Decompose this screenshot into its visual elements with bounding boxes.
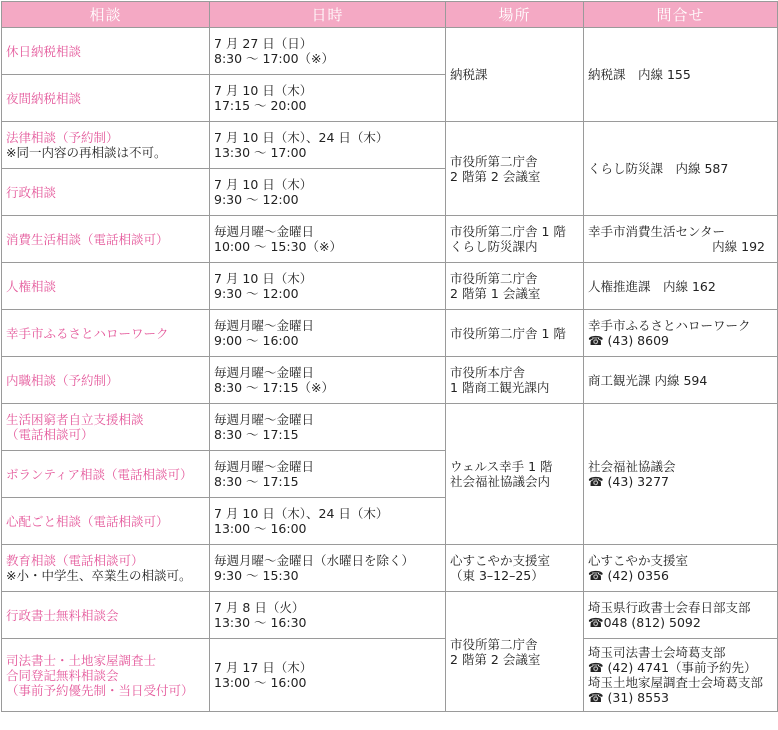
time: 8:30 ～ 17:15 — [214, 427, 299, 442]
time: 9:30 ～ 15:30 — [214, 568, 299, 583]
place-cell — [446, 357, 584, 404]
place-line: ウェルス幸手 1 階 — [450, 459, 553, 474]
consultation-name: 法律相談（予約制） — [6, 130, 119, 145]
header-datetime: 日時 — [210, 2, 446, 28]
date: 毎週月曜～金曜日 — [214, 412, 315, 427]
time: 13:00 ～ 16:00 — [214, 521, 307, 536]
consultation-name: 幸手市ふるさとハローワーク — [2, 310, 210, 357]
time: 13:00 ～ 16:00 — [214, 675, 307, 690]
place-line: 1 階商工観光課内 — [450, 380, 550, 395]
inquiry-cell: 人権推進課 内線 162 — [584, 263, 778, 310]
consultation-note: ※小・中学生、卒業生の相談可。 — [6, 568, 192, 583]
inquiry-cell — [584, 592, 778, 639]
inquiry-cell — [584, 216, 778, 263]
date: 7 月 10 日（木） — [214, 271, 313, 286]
inquiry-cell — [584, 639, 778, 712]
consultation-name: 教育相談（電話相談可） — [6, 553, 144, 568]
place-cell — [446, 263, 584, 310]
inquiry-cell: くらし防災課 内線 587 — [584, 122, 778, 216]
place-line: 2 階第 2 会議室 — [450, 168, 541, 184]
consultation-name: （電話相談可） — [6, 427, 94, 442]
table-row — [2, 216, 778, 263]
consultation-name: ボランティア相談（電話相談可） — [2, 451, 210, 498]
table-row — [2, 28, 778, 75]
phone-line: ☎ (31) 8553 — [588, 690, 669, 705]
datetime-cell — [210, 639, 446, 712]
inquiry-line: 内線 192 — [712, 239, 765, 254]
place-line: 社会福祉協議会内 — [450, 474, 551, 489]
datetime-cell — [210, 216, 446, 263]
consultation-name-cell — [2, 545, 210, 592]
header-inquiry: 問合せ — [584, 2, 778, 28]
time: 9:30 ～ 12:00 — [214, 192, 299, 207]
datetime-cell — [210, 498, 446, 545]
consultation-name: 人権相談 — [2, 263, 210, 310]
datetime-cell — [210, 451, 446, 498]
time: 13:30 ～ 16:30 — [214, 615, 307, 630]
place-cell — [446, 592, 584, 712]
place-line: 市役所第二庁舎 — [450, 153, 538, 169]
place-cell — [446, 122, 584, 216]
inquiry-line: 心すこやか支援室 — [588, 553, 689, 568]
consultation-name-cell — [2, 639, 210, 712]
consultation-name: 行政相談 — [2, 169, 210, 216]
table-row — [2, 263, 778, 310]
time: 10:00 ～ 15:30（※） — [214, 239, 342, 254]
date: 7 月 8 日（火） — [214, 600, 305, 615]
place-cell — [446, 545, 584, 592]
inquiry-cell — [584, 545, 778, 592]
inquiry-cell — [584, 310, 778, 357]
phone-line: ☎ (42) 4741（事前予約先） — [588, 660, 757, 675]
datetime-cell — [210, 122, 446, 169]
consultation-name-cell — [2, 122, 210, 169]
place-line: 市役所第二庁舎 1 階 — [450, 224, 566, 239]
date: 毎週月曜～金曜日 — [214, 224, 315, 239]
date: 7 月 10 日（木） — [214, 177, 313, 192]
inquiry-line: 幸手市ふるさとハローワーク — [588, 318, 751, 333]
place-line: （東 3–12–25） — [450, 568, 544, 583]
header-consultation: 相談 — [2, 2, 210, 28]
datetime-cell — [210, 357, 446, 404]
date: 7 月 27 日（日） — [214, 36, 313, 51]
date: 7 月 17 日（木） — [214, 660, 313, 675]
inquiry-cell: 納税課 内線 155 — [584, 28, 778, 122]
phone-line: ☎ (43) 3277 — [588, 474, 669, 489]
time: 13:30 ～ 17:00 — [214, 145, 307, 160]
place-line: 市役所第二庁舎 — [450, 636, 538, 652]
date: 毎週月曜～金曜日 — [214, 459, 315, 474]
consultation-name: 休日納税相談 — [2, 28, 210, 75]
consultation-name: 消費生活相談（電話相談可） — [2, 216, 210, 263]
place-cell — [446, 404, 584, 545]
consultation-schedule-table — [1, 1, 778, 712]
inquiry-cell — [584, 404, 778, 545]
datetime-cell — [210, 592, 446, 639]
datetime-cell — [210, 310, 446, 357]
table-row — [2, 545, 778, 592]
consultation-note: ※同一内容の再相談は不可。 — [6, 145, 167, 160]
consultation-name: 心配ごと相談（電話相談可） — [2, 498, 210, 545]
table-row — [2, 404, 778, 451]
consultation-name-cell — [2, 404, 210, 451]
place-line: 市役所第二庁舎 — [450, 271, 538, 286]
place-cell — [446, 216, 584, 263]
place-cell: 市役所第二庁舎 1 階 — [446, 310, 584, 357]
time: 9:00 ～ 16:00 — [214, 333, 299, 348]
phone-line: ☎048 (812) 5092 — [588, 615, 701, 630]
place-line: くらし防災課内 — [450, 239, 538, 254]
place-line: 2 階第 1 会議室 — [450, 286, 541, 301]
consultation-name: 行政書士無料相談会 — [2, 592, 210, 639]
time: 8:30 ～ 17:15（※） — [214, 380, 335, 395]
date: 毎週月曜～金曜日 — [214, 318, 315, 333]
date: 7 月 10 日（木）、24 日（木） — [214, 506, 389, 521]
date: 7 月 10 日（木）、24 日（木） — [214, 130, 389, 145]
table-row — [2, 592, 778, 639]
header-place: 場所 — [446, 2, 584, 28]
datetime-cell — [210, 28, 446, 75]
inquiry-line: 埼玉土地家屋調査士会埼葛支部 — [588, 675, 764, 690]
inquiry-cell: 商工観光課 内線 594 — [584, 357, 778, 404]
datetime-cell — [210, 75, 446, 122]
time: 9:30 ～ 12:00 — [214, 286, 299, 301]
phone-line: ☎ (42) 0356 — [588, 568, 669, 583]
inquiry-line: 埼玉司法書士会埼葛支部 — [588, 645, 726, 660]
datetime-cell — [210, 404, 446, 451]
datetime-cell — [210, 545, 446, 592]
date: 7 月 10 日（木） — [214, 83, 313, 98]
consultation-name: 合同登記無料相談会 — [6, 667, 119, 683]
inquiry-line: 埼玉県行政書士会春日部支部 — [588, 600, 751, 615]
table-row — [2, 639, 778, 712]
place-line: 市役所本庁舎 — [450, 365, 526, 380]
consultation-name: 司法書士・土地家屋調査士 — [6, 652, 157, 668]
time: 8:30 ～ 17:00（※） — [214, 51, 335, 66]
consultation-name: 生活困窮者自立支援相談 — [6, 412, 144, 427]
place-line: 2 階第 2 会議室 — [450, 651, 541, 667]
time: 8:30 ～ 17:15 — [214, 474, 299, 489]
datetime-cell — [210, 263, 446, 310]
inquiry-line: 社会福祉協議会 — [588, 459, 676, 474]
table-row — [2, 122, 778, 169]
consultation-name: （事前予約優先制・当日受付可） — [6, 682, 194, 698]
phone-line: ☎ (43) 8609 — [588, 333, 669, 348]
time: 17:15 ～ 20:00 — [214, 98, 307, 113]
place-line: 心すこやか支援室 — [450, 553, 551, 568]
date: 毎週月曜～金曜日 — [214, 365, 315, 380]
table-row — [2, 357, 778, 404]
date: 毎週月曜～金曜日（水曜日を除く） — [214, 553, 415, 568]
header-row — [2, 2, 778, 28]
consultation-name: 内職相談（予約制） — [2, 357, 210, 404]
table-row — [2, 310, 778, 357]
consultation-name: 夜間納税相談 — [2, 75, 210, 122]
place-cell: 納税課 — [446, 28, 584, 122]
inquiry-line: 幸手市消費生活センター — [588, 224, 726, 239]
datetime-cell — [210, 169, 446, 216]
